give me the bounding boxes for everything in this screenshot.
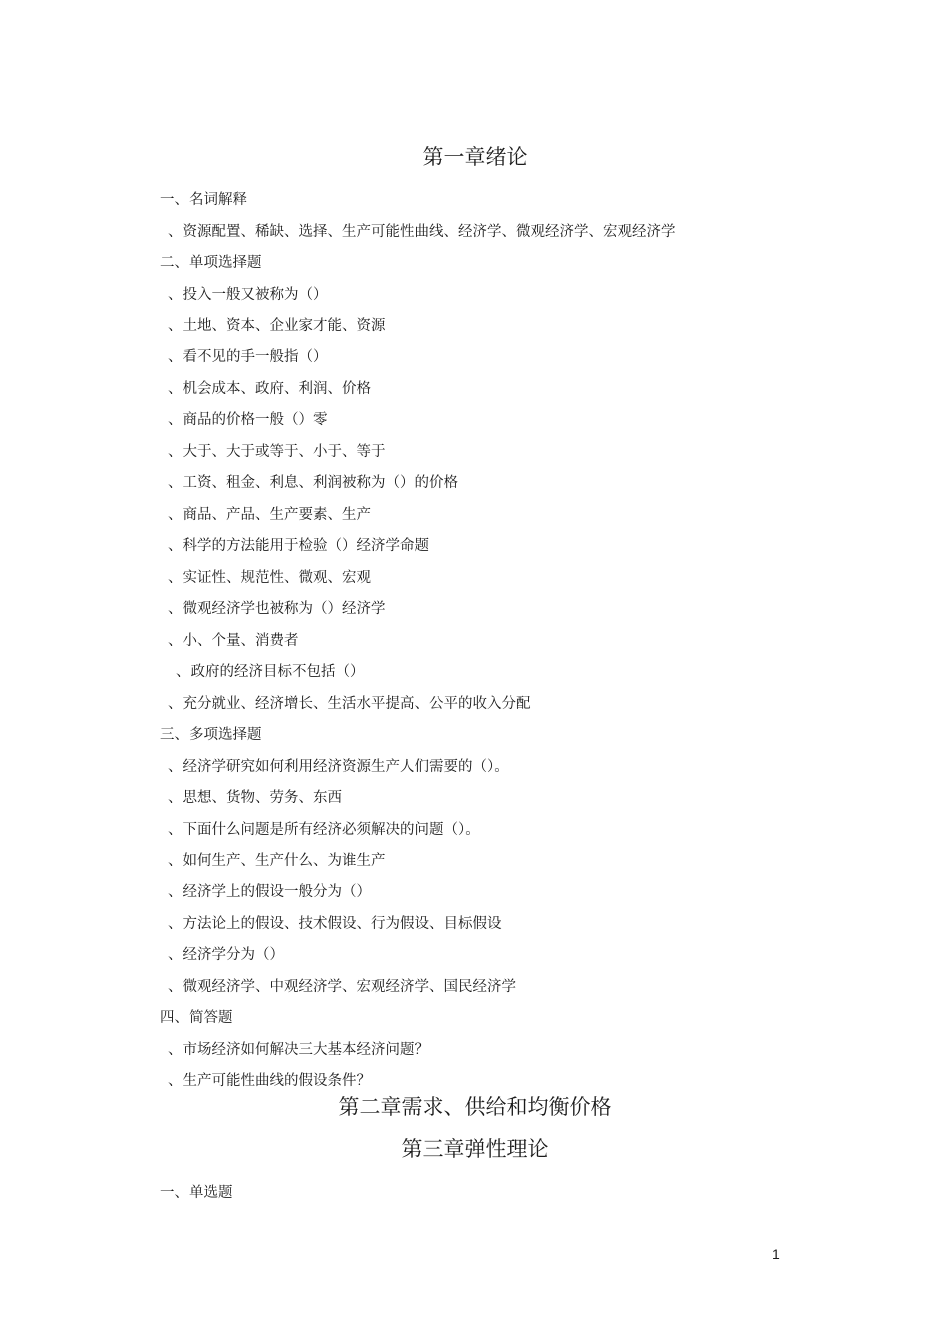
list-item: 、如何生产、生产什么、为谁生产 <box>168 853 386 869</box>
list-item: 、投入一般又被称为（） <box>168 287 328 303</box>
list-item: 、下面什么问题是所有经济必须解决的问题（）。 <box>168 822 480 838</box>
list-item: 、生产可能性曲线的假设条件？ <box>168 1073 371 1089</box>
list-item: 、充分就业、经济增长、生活水平提高、公平的收入分配 <box>168 696 531 712</box>
list-item: 、方法论上的假设、技术假设、行为假设、目标假设 <box>168 916 502 932</box>
section-heading: 一、单选题 <box>160 1185 233 1201</box>
section-heading: 四、简答题 <box>160 1010 233 1026</box>
list-item: 、微观经济学也被称为（）经济学 <box>168 601 386 617</box>
section-heading: 二、单项选择题 <box>160 255 262 271</box>
list-item: 、市场经济如何解决三大基本经济问题？ <box>168 1042 429 1058</box>
chapter-2-title: 第二章需求、供给和均衡价格 <box>338 1095 612 1119</box>
section-heading: 一、名词解释 <box>160 192 247 208</box>
list-item: 、资源配置、稀缺、选择、生产可能性曲线、经济学、微观经济学、宏观经济学 <box>168 224 676 240</box>
section-heading: 三、多项选择题 <box>160 727 262 743</box>
chapter-3-title: 第三章弹性理论 <box>401 1137 549 1161</box>
chapter-1-title: 第一章绪论 <box>422 145 528 169</box>
list-item: 、机会成本、政府、利润、价格 <box>168 381 371 397</box>
list-item: 、政府的经济目标不包括（） <box>176 664 365 680</box>
list-item: 、商品、产品、生产要素、生产 <box>168 507 371 523</box>
list-item: 、微观经济学、中观经济学、宏观经济学、国民经济学 <box>168 979 516 995</box>
list-item: 、工资、租金、利息、利润被称为（）的价格 <box>168 475 458 491</box>
list-item: 、大于、大于或等于、小于、等于 <box>168 444 386 460</box>
list-item: 、经济学上的假设一般分为（） <box>168 884 371 900</box>
list-item: 、科学的方法能用于检验（）经济学命题 <box>168 538 429 554</box>
list-item: 、小、个量、消费者 <box>168 633 299 649</box>
list-item: 、土地、资本、企业家才能、资源 <box>168 318 386 334</box>
page-number: 1 <box>772 1246 780 1262</box>
list-item: 、实证性、规范性、微观、宏观 <box>168 570 371 586</box>
list-item: 、思想、货物、劳务、东西 <box>168 790 342 806</box>
list-item: 、经济学研究如何利用经济资源生产人们需要的（）。 <box>168 759 509 775</box>
list-item: 、商品的价格一般（）零 <box>168 412 328 428</box>
list-item: 、看不见的手一般指（） <box>168 349 328 365</box>
list-item: 、经济学分为（） <box>168 947 284 963</box>
